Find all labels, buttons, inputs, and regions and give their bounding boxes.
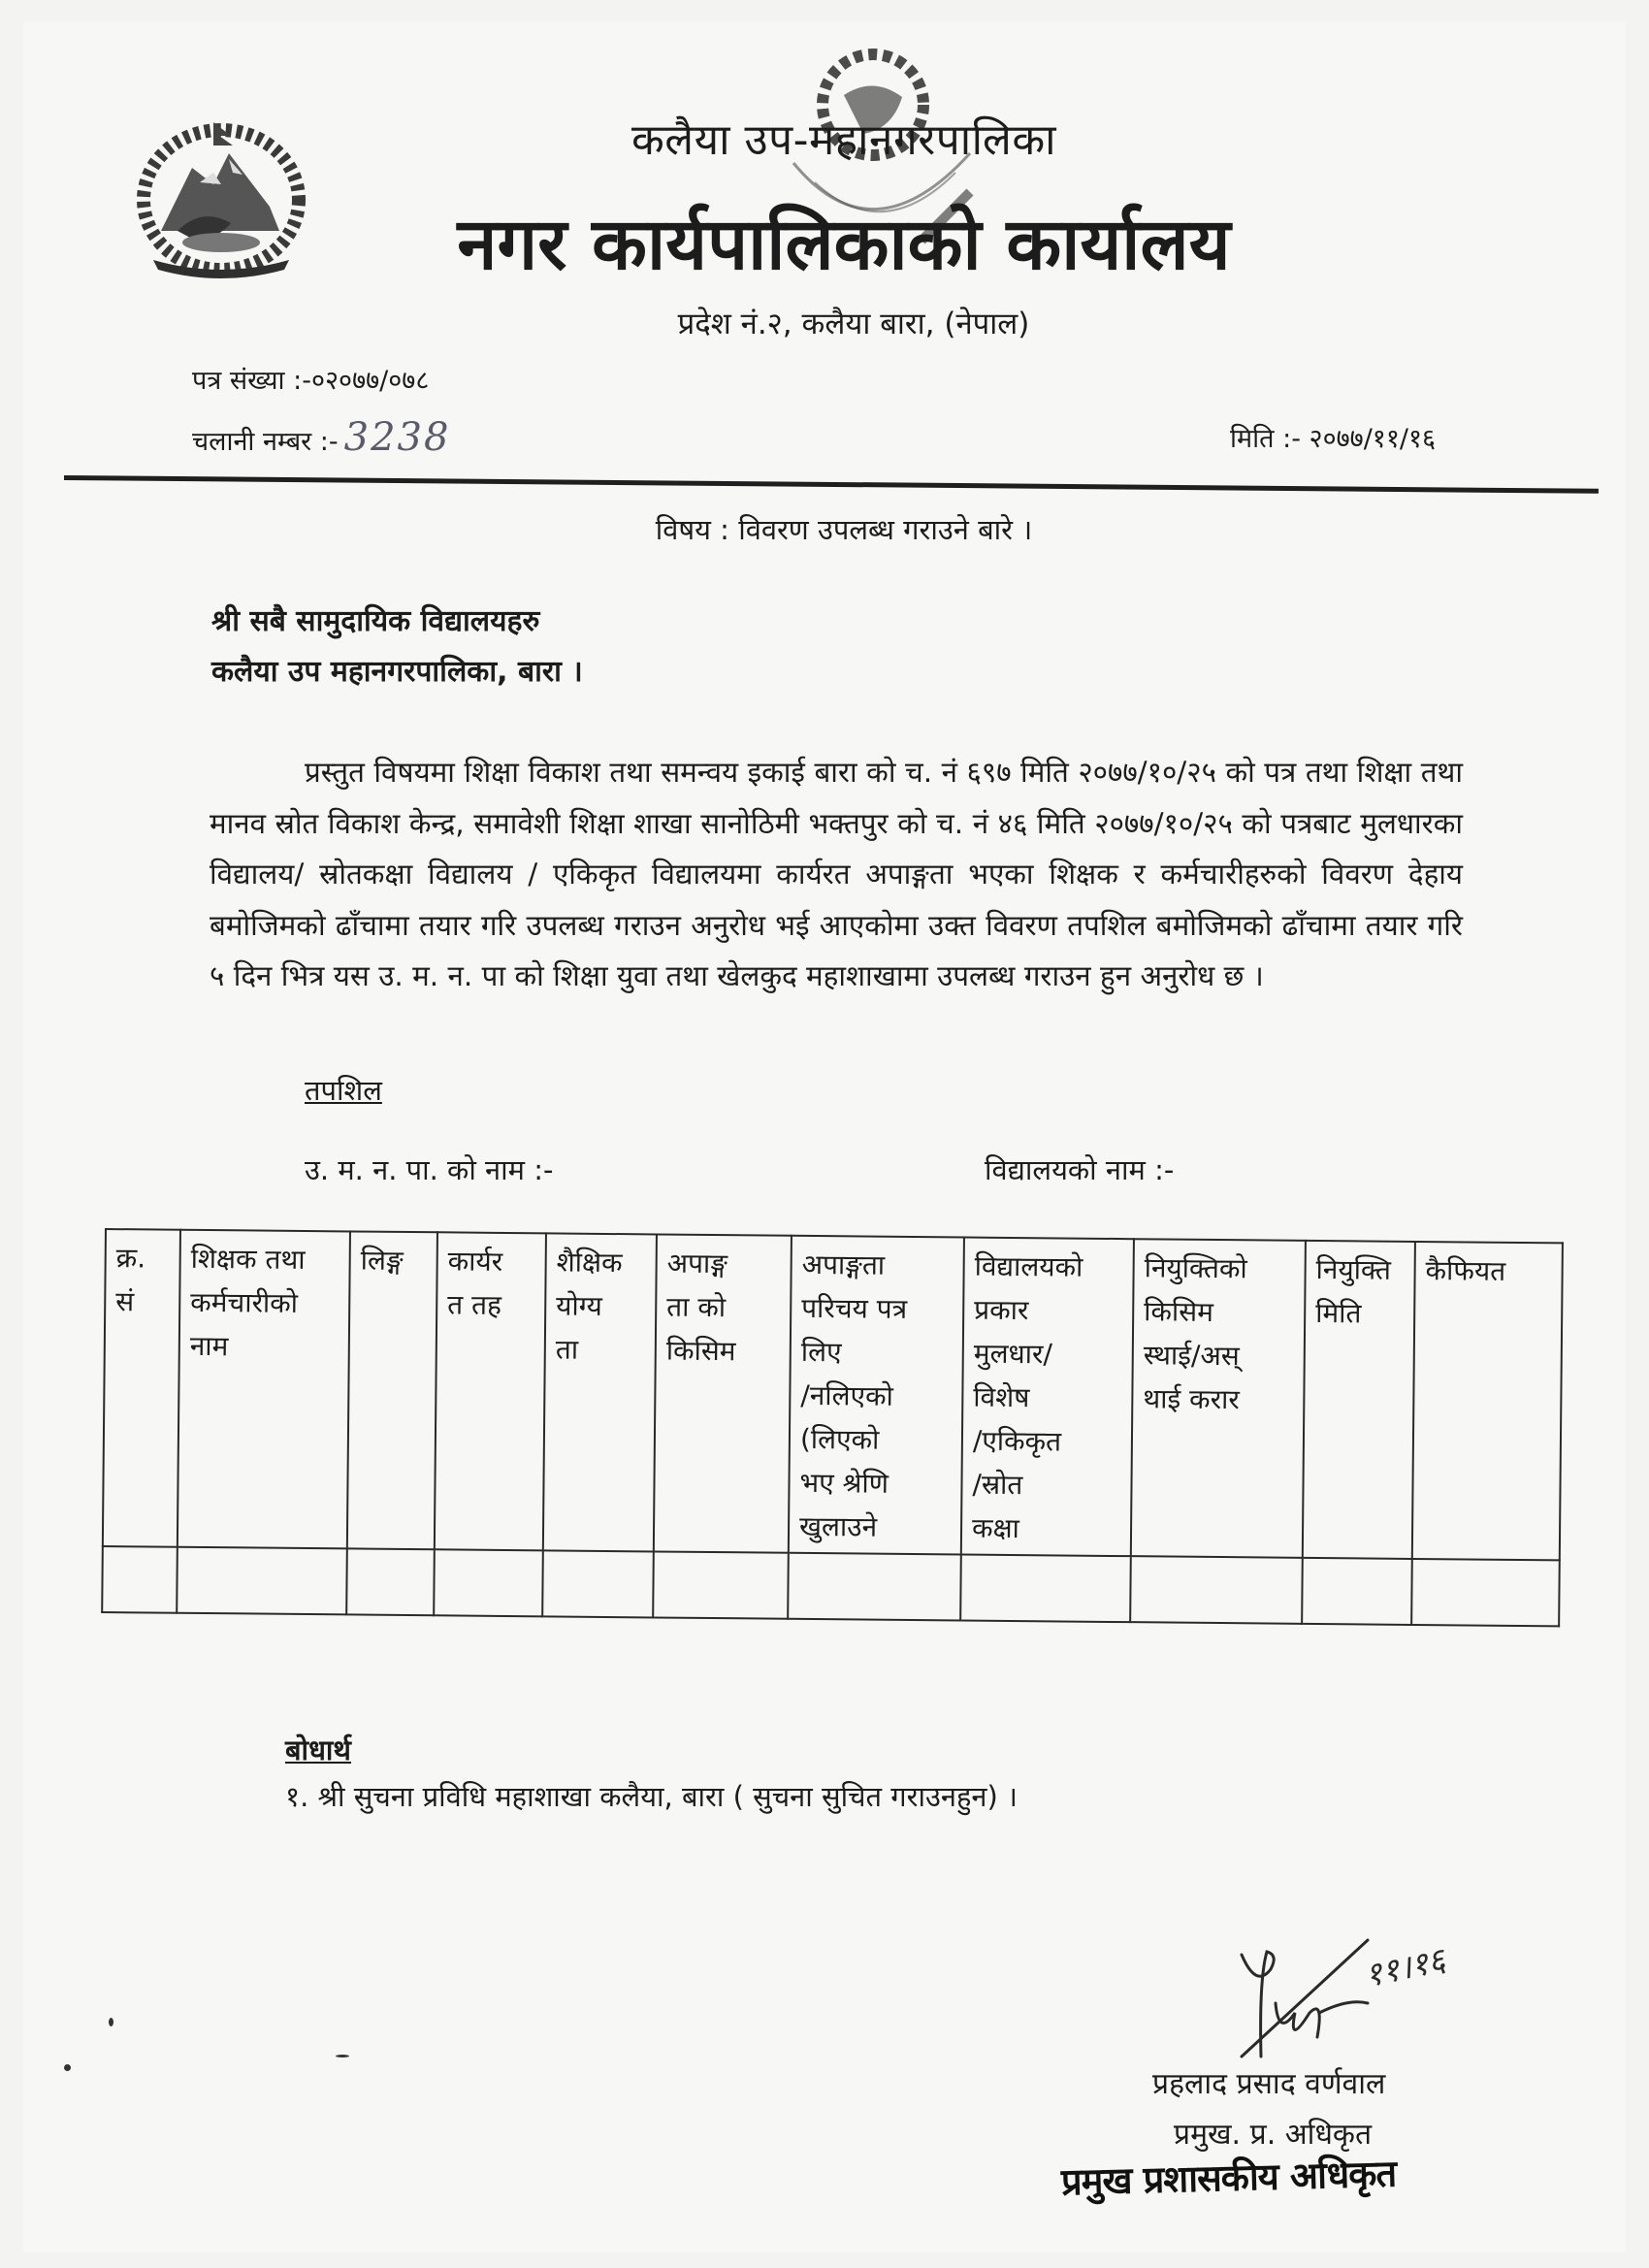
- table-cell[interactable]: [788, 1553, 961, 1621]
- body-paragraph: प्रस्तुत विषयमा शिक्षा विकाश तथा समन्वय इकाई बारा को च. नं ६९७ मिति २०७७/१०/२५ को पत्र तथा शिक्षा तथा मानव स्रोत विकाश केन्द्र, समावेशी शिक्षा शाखा सानोठिमी भक्तपुर को च. नं ४६ मिति २०७७/१०/२५ को पत्रबाट मुलधारका विद्यालय/ स्रोतकक्षा विद्यालय / एकिकृत विद्यालयमा कार्यरत अपाङ्गता भएका शिक्षक र कर्मचारीहरुको विवरण देहाय बमोजिमको ढाँचामा तयार गरि उपलब्ध गराउन अनुरोध भई आएकोमा उक्त विवरण तपशिल बमोजिमको ढाँचामा तयार गरि ५ दिन भित्र यस उ. म. न. पा को शिक्षा युवा तथा खेलकुद महाशाखामा उपलब्ध गराउन हुन अनुरोध छ ।: [210, 756, 1463, 992]
- letter-number-value: ०२०७७/०७८: [310, 366, 430, 396]
- office-address: प्रदेश नं.२, कलैया बारा, (नेपाल): [677, 307, 1030, 341]
- table-cell[interactable]: [434, 1549, 543, 1616]
- date-value: २०७७/११/१६: [1309, 424, 1437, 454]
- table-cell[interactable]: [1411, 1559, 1560, 1626]
- handwritten-signature: [1203, 1921, 1494, 2066]
- scan-speck: [109, 2018, 113, 2026]
- col-disability-id-card: अपाङ्गता परिचय पत्र लिए /नलिएको (लिएको भए श्रेणि खुलाउने: [789, 1236, 964, 1555]
- table-cell[interactable]: [542, 1550, 654, 1617]
- table-cell[interactable]: [960, 1554, 1131, 1622]
- addressee-line-2: कलैया उप महानगरपालिका, बारा ।: [211, 655, 583, 689]
- subject-label: विषय :: [655, 513, 729, 546]
- teacher-staff-details-table: [101, 1228, 1564, 1627]
- addressee-line-1: श्री सबै सामुदायिक विद्यालयहरु: [211, 604, 540, 638]
- col-working-level: कार्यर त तह: [435, 1232, 546, 1550]
- date-label: मिति :-: [1230, 424, 1301, 454]
- office-title: नगर कार्यपालिकाको कार्यालय: [457, 203, 1231, 286]
- col-qualification: शैक्षिक योग्य ता: [543, 1233, 657, 1551]
- table-cell[interactable]: [653, 1551, 789, 1618]
- col-school-type: विद्यालयको प्रकार मुलधार/ विशेष /एकिकृत /स्रोत कक्षा: [961, 1238, 1134, 1557]
- municipality-name: कलैया उप-महानगरपालिका: [630, 115, 1057, 165]
- col-gender: लिङ्ग: [347, 1231, 437, 1549]
- subject-line: [0, 510, 1649, 548]
- dispatch-number: [192, 415, 450, 460]
- municipality-name-label: उ. म. न. पा. को नाम :-: [305, 1153, 554, 1186]
- cc-item: १. श्री सुचना प्रविधि महाशाखा कलैया, बारा ( सुचना सुचित गराउनहुन) ।: [285, 1780, 1018, 1813]
- col-serial-number: क्र. सं: [103, 1229, 180, 1547]
- letter-date: [1230, 419, 1436, 455]
- table-cell[interactable]: [177, 1547, 347, 1615]
- signatory-title: प्रमुख. प्र. अधिकृत: [1174, 2118, 1373, 2152]
- col-remarks: कैफियत: [1412, 1242, 1563, 1560]
- subject-text: विवरण उपलब्ध गराउने बारे ।: [738, 513, 1033, 546]
- designation-stamp: प्रमुख प्रशासकीय अधिकृत: [1060, 2152, 1397, 2204]
- letter-page: [23, 21, 1626, 2252]
- dispatch-number-value: 3238: [343, 415, 451, 460]
- signature-handwritten-date: ११।१६: [1361, 1940, 1449, 1996]
- table-row: [102, 1546, 1560, 1626]
- details-heading: तपशिल: [305, 1074, 382, 1107]
- table-cell[interactable]: [1302, 1558, 1412, 1625]
- school-name-label: विद्यालयको नाम :-: [985, 1153, 1175, 1186]
- col-disability-type: अपाङ्ग ता को किसिम: [654, 1234, 792, 1552]
- table-cell[interactable]: [346, 1548, 435, 1615]
- signatory-name: प्रहलाद प्रसाद वर्णवाल: [1152, 2067, 1386, 2101]
- table-header-row: [103, 1229, 1563, 1560]
- col-name: शिक्षक तथा कर्मचारीको नाम: [178, 1230, 350, 1549]
- col-appointment-type: नियुक्तिको किसिम स्थाई/अस् थाई करार: [1131, 1239, 1306, 1558]
- letter-number: [192, 361, 429, 397]
- scan-speck: [336, 2055, 349, 2057]
- col-appointment-date: नियुक्ति मिति: [1303, 1241, 1415, 1559]
- cc-heading: बोधार्थ: [285, 1733, 351, 1766]
- table-cell[interactable]: [102, 1546, 178, 1613]
- letter-number-label: पत्र संख्या :-: [192, 366, 311, 396]
- table-cell[interactable]: [1130, 1556, 1303, 1624]
- dispatch-number-label: चलानी नम्बर :-: [192, 427, 339, 457]
- scan-speck: [64, 2064, 71, 2071]
